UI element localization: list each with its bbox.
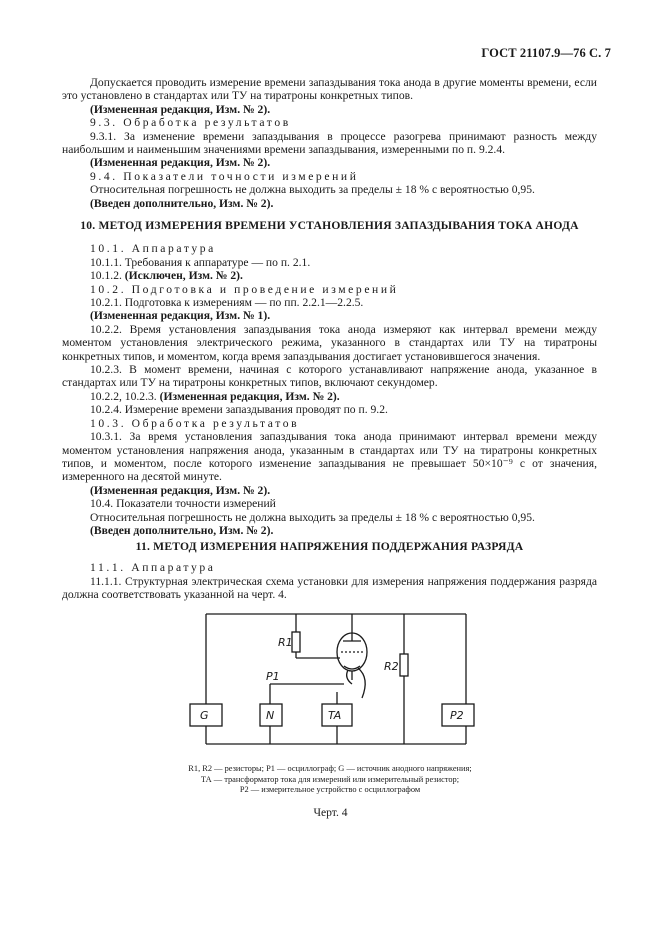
revision-note: (Измененная редакция, Изм. № 2). — [90, 102, 271, 116]
caption-line: ТА — трансформатор тока для измерений или измерительный резистор; — [200, 774, 460, 784]
clause-number: 10.1.2. — [90, 269, 122, 283]
subheading-10-3: 10.3. Обработка результатов — [90, 416, 300, 430]
label-g: G — [200, 709, 209, 722]
revision-note: (Измененная редакция, Изм. № 1). — [90, 309, 271, 323]
paragraph-9-3-1: 9.3.1. За изменение времени запаздывания в процессе разогрева принимают разность между наибольшим и наименьшим значениями времени запаздывания, измеренными по п. 9.2.4. — [62, 129, 597, 157]
paragraph-10-4: Относительная погрешность не должна выходить за пределы ± 18 % с вероятностью 0,95. — [90, 510, 535, 524]
paragraph-10-2-2: 10.2.2. Время установления запаздывания тока анода измеряют как интервал времени между моментом установления электрического режима, указанного в стандартах или ТУ на тиратроны конкретных типов, и моментом, когда время запаздывания достигает установившегося значения. — [62, 322, 597, 363]
paragraph-11-1-1: 11.1.1. Структурная электрическая схема установки для измерения напряжения поддержания разряда должна соответствовать указанной на черт. 4. — [62, 574, 597, 602]
label-r2: R2 — [384, 660, 399, 673]
label-p2: P2 — [450, 709, 464, 722]
paragraph-10-1-1: 10.1.1. Требования к аппаратуре — по п. 2.1. — [90, 255, 311, 269]
figure-caption — [150, 764, 510, 796]
page-header: ГОСТ 21107.9—76 С. 7 — [481, 46, 611, 60]
circuit-diagram — [180, 608, 500, 756]
figure-label: Черт. 4 — [313, 806, 348, 819]
section-9-tail — [62, 76, 597, 210]
revision-note: (Введен дополнительно, Изм. № 2). — [90, 523, 274, 537]
label-p1: P1 — [266, 670, 280, 683]
label-n: N — [266, 709, 275, 722]
paragraph: Допускается проводить измерение времени запаздывания тока анода в другие моменты времени, если это установлено в стандартах или ТУ на тиратроны конкретных типов. — [62, 76, 597, 103]
paragraph-10-1-2 — [62, 269, 597, 282]
subheading-9-4: 9.4. Показатели точности измерений — [90, 169, 359, 183]
paragraph-10-3-1: 10.3.1. За время установления запаздывания тока анода принимают интервал времени между моментом установления напряжения анода, указанным в стандартах или ТУ на тиратроны конкретных типов, и моментом, после которого изменение запаздывания не превышает 50×10⁻⁹ с от значения, измеренного на десятой минуте. — [62, 430, 597, 484]
revision-note: (Исключен, Изм. № 2). — [124, 269, 243, 283]
label-r1: R1 — [278, 636, 293, 649]
clause-number: 10.2.2, 10.2.3. — [90, 389, 157, 403]
subheading-10-4: 10.4. Показатели точности измерений — [90, 497, 276, 511]
section-11 — [62, 540, 597, 602]
resistor-r1 — [292, 632, 300, 652]
revision-note: (Измененная редакция, Изм. № 2). — [90, 483, 271, 497]
caption-line: R1, R2 — резисторы; P1 — осциллограф; G — источник анодного напряжения; — [188, 764, 472, 773]
caption-line: P2 — измерительное устройство с осциллографом — [239, 785, 421, 795]
section-10-title: 10. МЕТОД ИЗМЕРЕНИЯ ВРЕМЕНИ УСТАНОВЛЕНИЯ ЗАПАЗДЫВАНИЯ ТОКА АНОДА — [80, 219, 579, 232]
paragraph-10-2-3: 10.2.3. В момент времени, начиная с которого устанавливают напряжение анода, указанное в стандартах или ТУ на тиратроны конкретных типов, включают секундомер. — [62, 363, 597, 390]
revision-note: (Введен дополнительно, Изм. № 2). — [90, 196, 274, 210]
revision-note: (Измененная редакция, Изм. № 2). — [90, 156, 271, 170]
paragraph-10-2-3-revision — [62, 390, 597, 403]
subheading-9-3: 9.3. Обработка результатов — [90, 116, 291, 130]
label-ta: TA — [328, 709, 342, 722]
subheading-11-1: 11.1. Аппаратура — [90, 561, 216, 575]
section-11-title: 11. МЕТОД ИЗМЕРЕНИЯ НАПРЯЖЕНИЯ ПОДДЕРЖАНИЯ РАЗРЯДА — [135, 540, 524, 553]
revision-note: (Измененная редакция, Изм. № 2). — [159, 389, 340, 403]
subheading-10-2: 10.2. Подготовка и проведение измерений — [90, 282, 399, 296]
subheading-10-1: 10.1. Аппаратура — [90, 242, 216, 256]
section-10 — [62, 219, 597, 537]
paragraph-10-2-1: 10.2.1. Подготовка к измерениям — по пп. 2.2.1—2.2.5. — [90, 296, 364, 310]
paragraph-10-2-4: 10.2.4. Измерение времени запаздывания проводят по п. 9.2. — [90, 403, 388, 417]
paragraph-9-4: Относительная погрешность не должна выходить за пределы ± 18 % с вероятностью 0,95. — [90, 183, 535, 197]
resistor-r2 — [400, 654, 408, 676]
